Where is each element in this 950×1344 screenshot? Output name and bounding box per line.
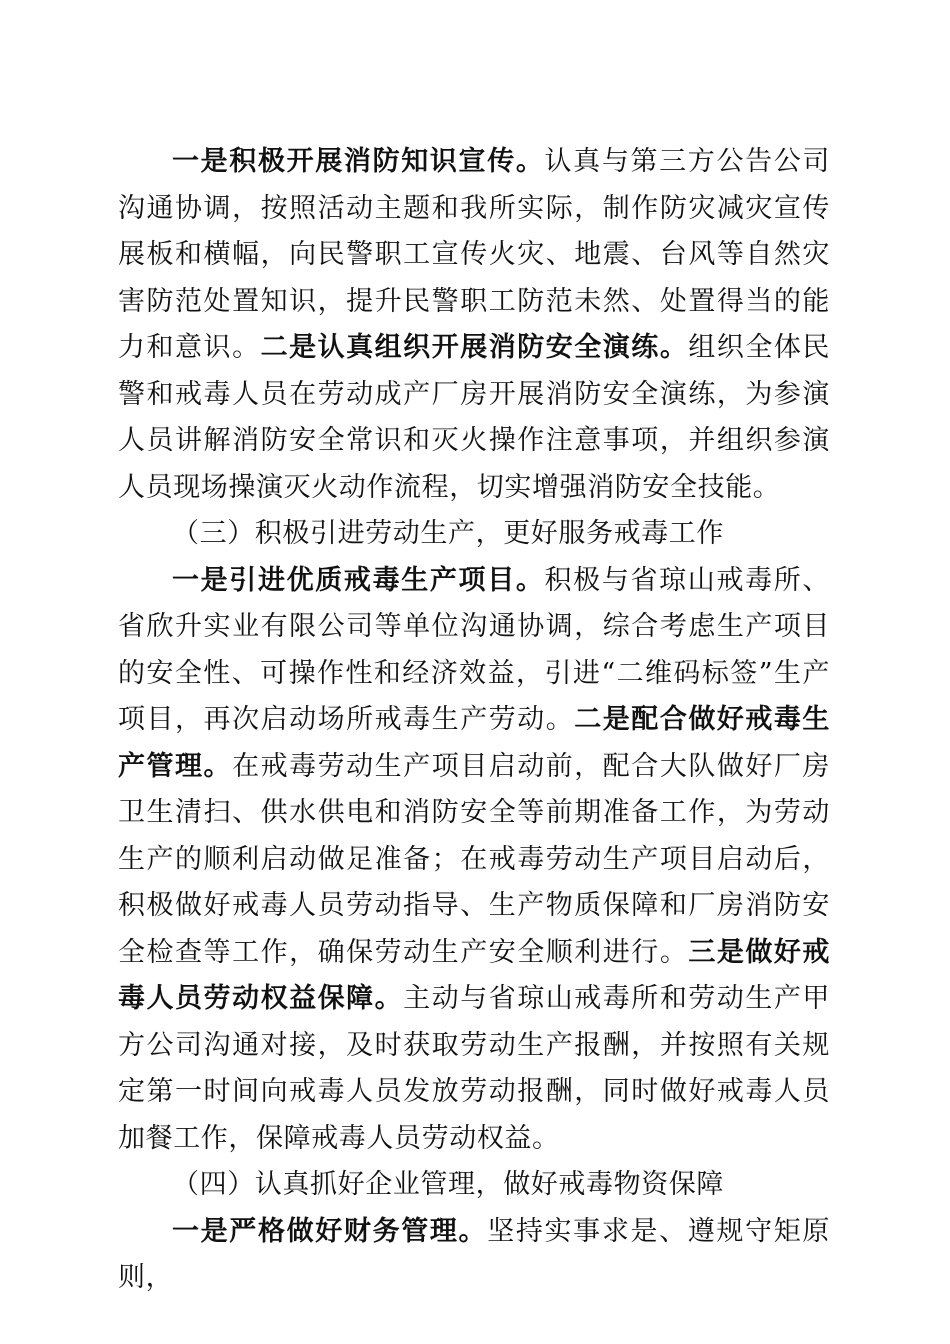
text-fire-drill: 组织全体民警和戒毒人员在劳动成产厂房开展消防安全演练，为参演人员讲解消防安全常识和灭火操作注意事项，并组织参演人员现场操演灭火动作流程，切实增强消防安全技能。 bbox=[118, 332, 831, 503]
text-production-management: 在戒毒劳动生产项目启动前，配合大队做好厂房卫生清扫、供水供电和消防安全等前期准备工作，为劳动生产的顺利启动做足准备；在戒毒劳动生产项目启动后，积极做好戒毒人员劳动指导、生产物质保障和厂房消防安全检查等工作，确保劳动生产安全顺利进行。 bbox=[118, 750, 830, 968]
text-introduce-projects: 积极与省琼山戒毒所、省欣升实业有限公司等单位沟通协调，综合考虑生产项目的安全性、可操作性和经济效益，引进“二维码标签”生产项目，再次启动场所戒毒生产劳动。 bbox=[118, 564, 831, 735]
lead-financial-management: 一是严格做好财务管理。 bbox=[172, 1215, 488, 1247]
lead-fire-knowledge: 一是积极开展消防知识宣传。 bbox=[172, 146, 545, 177]
text-financial-management: 坚持实事求是、遵规守矩原则， bbox=[118, 1215, 830, 1293]
text-labor-rights: 主动与省琼山戒毒所和劳动生产甲方公司沟通对接，及时获取劳动生产报酬，并按照有关规定第一时间向戒毒人员发放劳动报酬，同时做好戒毒人员加餐工作，保障戒毒人员劳动权益。 bbox=[118, 983, 831, 1154]
section-heading-3: （三）积极引进劳动生产，更好服务戒毒工作 bbox=[172, 518, 724, 549]
lead-labor-rights: 三是做好戒毒人员劳动权益保障。 bbox=[118, 936, 831, 1014]
section-heading-4: （四）认真抓好企业管理，做好戒毒物资保障 bbox=[172, 1169, 724, 1200]
paragraph-enterprise-management bbox=[118, 1209, 830, 1302]
lead-production-management: 二是配合做好戒毒生产管理。 bbox=[118, 704, 830, 782]
paragraph-fire-safety bbox=[118, 139, 830, 511]
paragraph-labor-production bbox=[118, 558, 830, 1163]
text-fire-knowledge: 认真与第三方公告公司沟通协调，按照活动主题和我所实际，制作防灾减灾宣传展板和横幅，向民警职工宣传火灾、地震、台风等自然灾害防范处置知识，提升民警职工防范未然、处置得当的能力和意识。 bbox=[118, 146, 831, 363]
document-body bbox=[118, 139, 830, 1302]
lead-introduce-projects: 一是引进优质戒毒生产项目。 bbox=[172, 564, 545, 596]
lead-fire-drill: 二是认真组织开展消防安全演练。 bbox=[260, 332, 689, 363]
